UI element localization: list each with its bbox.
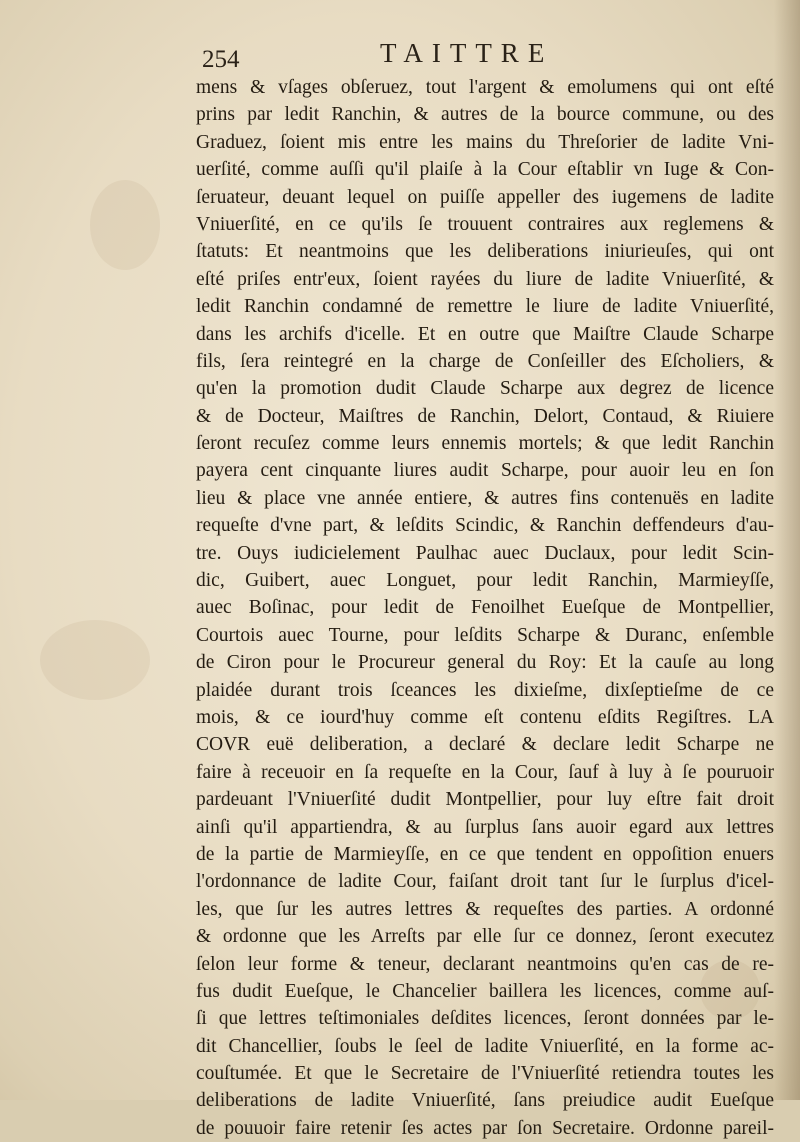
text-line: mens & vſages obſeruez, tout l'argent & emolumens qui ont eſté [196, 77, 774, 98]
text-line: de la partie de Marmieyſſe, en ce que tendent en oppoſition enuers [196, 843, 774, 865]
text-line: de Ciron pour le Procureur general du Roy: Et la cauſe au long [196, 652, 774, 674]
text-line: de pouuoir faire retenir ſes actes par ſon Secretaire. Ordonne pareil- [196, 1117, 774, 1139]
text-line: ſi que lettres teſtimoniales deſdites licences, ſeront données par le- [196, 1008, 774, 1030]
text-line: tre. Ouys iudicielement Paulhac auec Duclaux, pour ledit Scin- [196, 542, 774, 564]
text-line: ſelon leur forme & teneur, declarant neantmoins qu'en cas de re- [196, 953, 774, 975]
page-edge-shadow [774, 0, 800, 1100]
text-line: ſtatuts: Et neantmoins que les deliberations iniurieuſes, qui ont [196, 241, 774, 263]
text-line: uerſité, comme auſſi qu'il plaiſe à la Cour eſtablir vn Iuge & Con- [196, 159, 774, 181]
text-line: plaidée durant trois ſceances les dixieſme, dixſeptieſme de ce [196, 679, 774, 701]
text-line: ledit Ranchin condamné de remettre le liure de ladite Vniuerſité, [196, 296, 774, 318]
text-line: qu'en la promotion dudit Claude Scharpe aux degrez de licence [196, 378, 774, 400]
paper-stain [40, 620, 150, 700]
text-line: dit Chancellier, ſoubs le ſeel de ladite Vniuerſité, en la forme ac- [196, 1035, 774, 1057]
text-line: dans les archifs d'icelle. Et en outre que Maiſtre Claude Scharpe [196, 323, 774, 345]
text-line: eſté priſes entr'eux, ſoient rayées du liure de ladite Vniuerſité, & [196, 268, 774, 290]
text-line: les, que ſur les autres lettres & requeſtes des parties. A ordonné [196, 898, 774, 920]
text-line: pardeuant l'Vniuerſité dudit Montpellier, pour luy eſtre fait droit [196, 789, 774, 811]
text-line: & de Docteur, Maiſtres de Ranchin, Delort, Contaud, & Riuiere [196, 405, 774, 427]
text-line: prins par ledit Ranchin, & autres de la bource commune, ou des [196, 104, 774, 126]
text-line: Graduez, ſoient mis entre les mains du Threſorier de ladite Vni- [196, 131, 774, 153]
text-line: fils, ſera reintegré en la charge de Conſeiller des Eſcholiers, & [196, 350, 774, 372]
body-text [196, 74, 774, 1142]
text-line: Vniuerſité, en ce qu'ils ſe trouuent contraires aux reglemens & [196, 213, 774, 235]
text-line: ainſi qu'il appartiendra, & au ſurplus ſans auoir egard aux lettres [196, 816, 774, 838]
text-line: Courtois auec Tourne, pour leſdits Scharpe & Duranc, enſemble [196, 624, 774, 646]
text-line: mois, & ce iourd'huy comme eſt contenu eſdits Regiſtres. LA [196, 706, 774, 728]
text-line: auec Boſinac, pour ledit de Fenoilhet Eueſque de Montpellier, [196, 597, 774, 619]
text-line: deliberations de ladite Vniuerſité, ſans preiudice audit Eueſque [196, 1090, 774, 1112]
running-title: TAITTRE [380, 38, 554, 68]
page-header [202, 38, 772, 78]
text-line: l'ordonnance de ladite Cour, faiſant droit tant ſur le ſurplus d'icel- [196, 871, 774, 893]
text-line: lieu & place vne année entiere, & autres fins contenuës en ladite [196, 487, 774, 509]
text-line: & ordonne que les Arreſts par elle ſur ce donnez, ſeront executez [196, 926, 774, 948]
text-line: couſtumée. Et que le Secretaire de l'Vniuerſité retiendra toutes les [196, 1063, 774, 1085]
text-line: requeſte d'vne part, & leſdits Scindic, & Ranchin deffendeurs d'au- [196, 515, 774, 537]
page-number: 254 [202, 46, 240, 73]
paper-stain [90, 180, 160, 270]
text-line: faire à receuoir en ſa requeſte en la Cour, ſauf à luy à ſe pouruoir [196, 761, 774, 783]
text-line: COVR euë deliberation, a declaré & declare ledit Scharpe ne [196, 734, 774, 756]
text-line: ſeront recuſez comme leurs ennemis mortels; & que ledit Ranchin [196, 433, 774, 455]
text-line: dic, Guibert, auec Longuet, pour ledit Ranchin, Marmieyſſe, [196, 570, 774, 592]
text-line: ſeruateur, deuant lequel on puiſſe appeller des iugemens de ladite [196, 186, 774, 208]
text-line: fus dudit Eueſque, le Chancelier baillera les licences, comme auſ- [196, 980, 774, 1002]
text-line: payera cent cinquante liures audit Scharpe, pour auoir leu en ſon [196, 460, 774, 482]
